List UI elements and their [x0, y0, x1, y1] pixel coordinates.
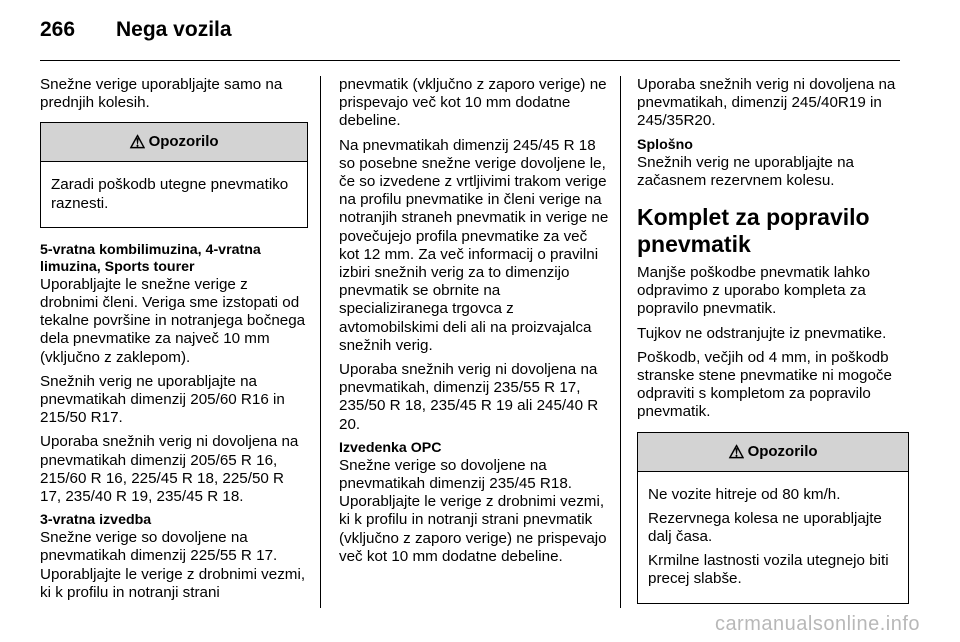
warning-header: [41, 123, 307, 162]
paragraph: Tujkov ne odstranjujte iz pnevmatike.: [637, 324, 887, 342]
warning-title: Opozorilo: [148, 133, 219, 151]
section-heading-hatchback: 5-vratna kombilimuzina, 4-vratna limuzina, Sports tourer: [40, 241, 261, 275]
page-header: [40, 18, 232, 48]
paragraph: Poškodb, večjih od 4 mm, in poškodb stranske stene pnevmatike ni mogoče odpraviti s kompletom za popravilo pnevmatik.: [637, 348, 892, 421]
paragraph: Manjše poškodbe pnevmatik lahko odpravimo z uporabo kompleta za popravilo pnevmatik.: [637, 264, 871, 318]
paragraph: Snežnih verig ne uporabljajte na začasnem rezervnem kolesu.: [637, 153, 854, 189]
column-3: [637, 76, 909, 618]
column-divider-2: [620, 76, 621, 608]
watermark: carmanualsonline.info: [714, 613, 920, 635]
warning-body: [638, 472, 908, 603]
warning-body: [41, 162, 307, 226]
section-heading-3-door: 3-vratna izvedba: [40, 512, 152, 529]
page-title: Nega vozila: [116, 18, 232, 41]
paragraph: Uporaba snežnih verig ni dovoljena na pnevmatikah, dimenzij 235/55 R 17, 235/50 R 18, 235/45 R 19 ali 245/40 R 20.: [339, 361, 599, 433]
paragraph: pnevmatik (vključno z zaporo verige) ne prispevajo več kot 10 mm dodatne debeline.: [339, 76, 607, 130]
paragraph: Uporaba snežnih verig ni dovoljena na pnevmatikah, dimenzij 245/40R19 in 245/35R20.: [637, 76, 896, 130]
page-number: 266: [40, 18, 76, 41]
header-divider: [40, 60, 900, 61]
warning-triangle-icon: ⚠: [728, 441, 745, 462]
column-1: [40, 76, 308, 608]
warning-line: Ne vozite hitreje od 80 km/h.: [648, 485, 841, 503]
paragraph: Na pnevmatikah dimenzij 245/45 R 18 so posebne snežne verige dovoljene le, če so izvedene z vrtljivimi trakom verige na profilu pnevmatike in členi verige na notranjih straneh pnevmatik in verige ne povečujejo profila pnevmatike za več kot 12 mm. Za več informacij o pravilni izbiri snežnih verig za to dimenzijo pnevmatik se obrnite na specializiranega trgovca z avtomobilskimi deli ali na proizvajalca snežnih verig.: [339, 136, 609, 354]
warning-text: Zaradi poškodb utegne pnevmatiko raznesti.: [51, 176, 289, 212]
intro-paragraph: Snežne verige uporabljajte samo na prednjih kolesih.: [40, 76, 283, 112]
column-divider-1: [320, 76, 321, 608]
warning-line: Rezervnega kolesa ne uporabljajte dalj časa.: [648, 509, 882, 546]
column-2: [339, 76, 609, 572]
paragraph: Snežnih verig ne uporabljajte na pnevmatikah dimenzij 205/60 R16 in 215/50 R17.: [40, 372, 285, 427]
warning-title: Opozorilo: [747, 442, 818, 460]
warning-triangle-icon: ⚠: [129, 132, 146, 153]
warning-box-2: [637, 432, 909, 604]
paragraph: Snežne verige so dovoljene na pnevmatikah dimenzij 225/55 R 17. Uporabljajte le verige z drobnimi vezmi, ki k profilu in notranji strani: [40, 529, 306, 601]
section-title-repair-kit: Komplet za popravilo pnevmatik: [637, 204, 870, 258]
section-heading-opc: Izvedenka OPC: [339, 439, 442, 456]
warning-line: Krmilne lastnosti vozila utegnejo biti precej slabše.: [648, 552, 889, 588]
paragraph: Uporaba snežnih verig ni dovoljena na pnevmatikah dimenzij 205/65 R 16, 215/60 R 16, 225/45 R 18, 225/50 R 17, 235/40 R 19, 235/45 R 18.: [40, 433, 299, 506]
paragraph: Snežne verige so dovoljene na pnevmatikah dimenzij 235/45 R18. Uporabljajte le verige z drobnimi vezmi, ki k profilu in notranji strani pnevmatik (vključno z zaporo verige) ne prispevajo več kot 10 mm dodatne debeline.: [339, 456, 607, 565]
paragraph: Uporabljajte le snežne verige z drobnimi členi. Veriga sme izstopati od tekalne površine in notranjega bočnega dela pnevmatike za največ 10 mm (vključno z zaklepom).: [40, 275, 306, 366]
section-heading-general: Splošno: [637, 136, 693, 153]
warning-box-1: [40, 122, 308, 227]
warning-header: [638, 433, 908, 472]
